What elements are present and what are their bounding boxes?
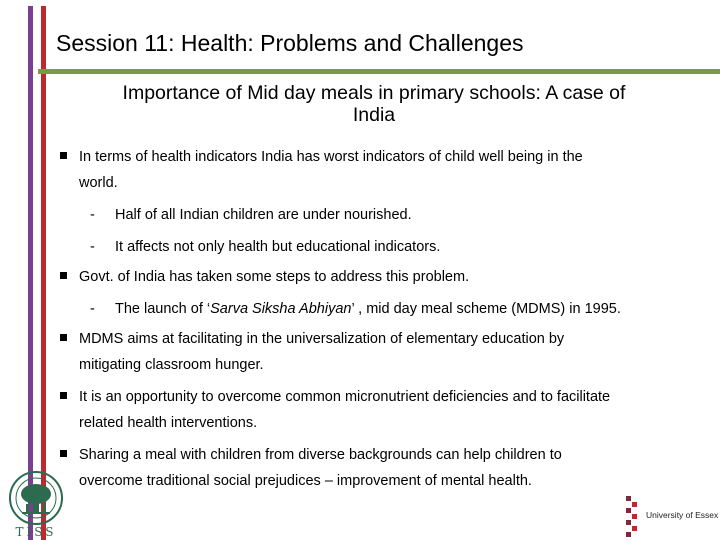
slide-title: Session 11: Health: Problems and Challenges	[56, 30, 524, 56]
bullet-1-sub-1	[60, 202, 705, 228]
essex-logo	[620, 490, 720, 540]
bullet-2-sub-1	[60, 296, 705, 322]
tiss-logo	[0, 464, 72, 540]
bullet-5	[60, 442, 705, 494]
decorative-horizontal-bar-green	[38, 69, 720, 74]
essex-logo-mark	[620, 490, 644, 540]
bullet-5-line-1: Sharing a meal with children from diverse backgrounds can help children to	[79, 447, 562, 463]
subtitle-line-1: Importance of Mid day meals in primary schools: A case of	[122, 82, 626, 104]
bullet-2-sub-1-text-italic: Sarva Siksha Abhiyan	[210, 301, 352, 317]
slide-content	[60, 144, 705, 494]
bullet-3-line-2: mitigating classroom hunger.	[79, 357, 264, 373]
bullet-1-line-1: In terms of health indicators India has worst indicators of child well being in the	[79, 149, 583, 165]
bullet-square-icon	[60, 334, 67, 341]
bullet-3-line-1: MDMS aims at facilitating in the universalization of elementary education by	[79, 331, 565, 347]
bullet-4	[60, 384, 705, 436]
bullet-4-line-1: It is an opportunity to overcome common micronutrient deficiencies and to facilitate	[79, 389, 611, 405]
bullet-square-icon	[60, 272, 67, 279]
bullet-1-sub-1-text: Half of all Indian children are under nourished.	[115, 207, 412, 223]
bullet-square-icon	[60, 450, 67, 457]
bullet-1-sub-2	[60, 234, 705, 260]
bullet-4-line-2: related health interventions.	[79, 415, 258, 431]
bullet-2	[60, 264, 705, 290]
essex-logo-text: University of Essex	[646, 510, 719, 520]
dash-icon: -	[90, 301, 95, 317]
dash-icon: -	[90, 239, 95, 255]
bullet-square-icon	[60, 152, 67, 159]
bullet-1-sub-2-text: It affects not only health but educational indicators.	[115, 239, 441, 255]
slide-subtitle	[54, 82, 694, 126]
subtitle-line-2: India	[352, 104, 396, 126]
decorative-vertical-bar-red	[41, 6, 46, 540]
bullet-square-icon	[60, 392, 67, 399]
bullet-1	[60, 144, 705, 196]
bullet-2-text: Govt. of India has taken some steps to address this problem.	[79, 269, 470, 285]
tiss-logo-text: TISS	[15, 525, 57, 539]
bullet-2-sub-1-text-pre: The launch of ‘	[115, 301, 211, 317]
bullet-3	[60, 326, 705, 378]
bullet-5-line-2: overcome traditional social prejudices – improvement of mental health.	[79, 473, 532, 489]
bullet-1-line-2: world.	[79, 175, 118, 191]
bullet-2-sub-1-text-post: ’ , mid day meal scheme (MDMS) in 1995.	[351, 301, 621, 317]
dash-icon: -	[90, 207, 95, 223]
decorative-vertical-bar-purple	[28, 6, 33, 540]
